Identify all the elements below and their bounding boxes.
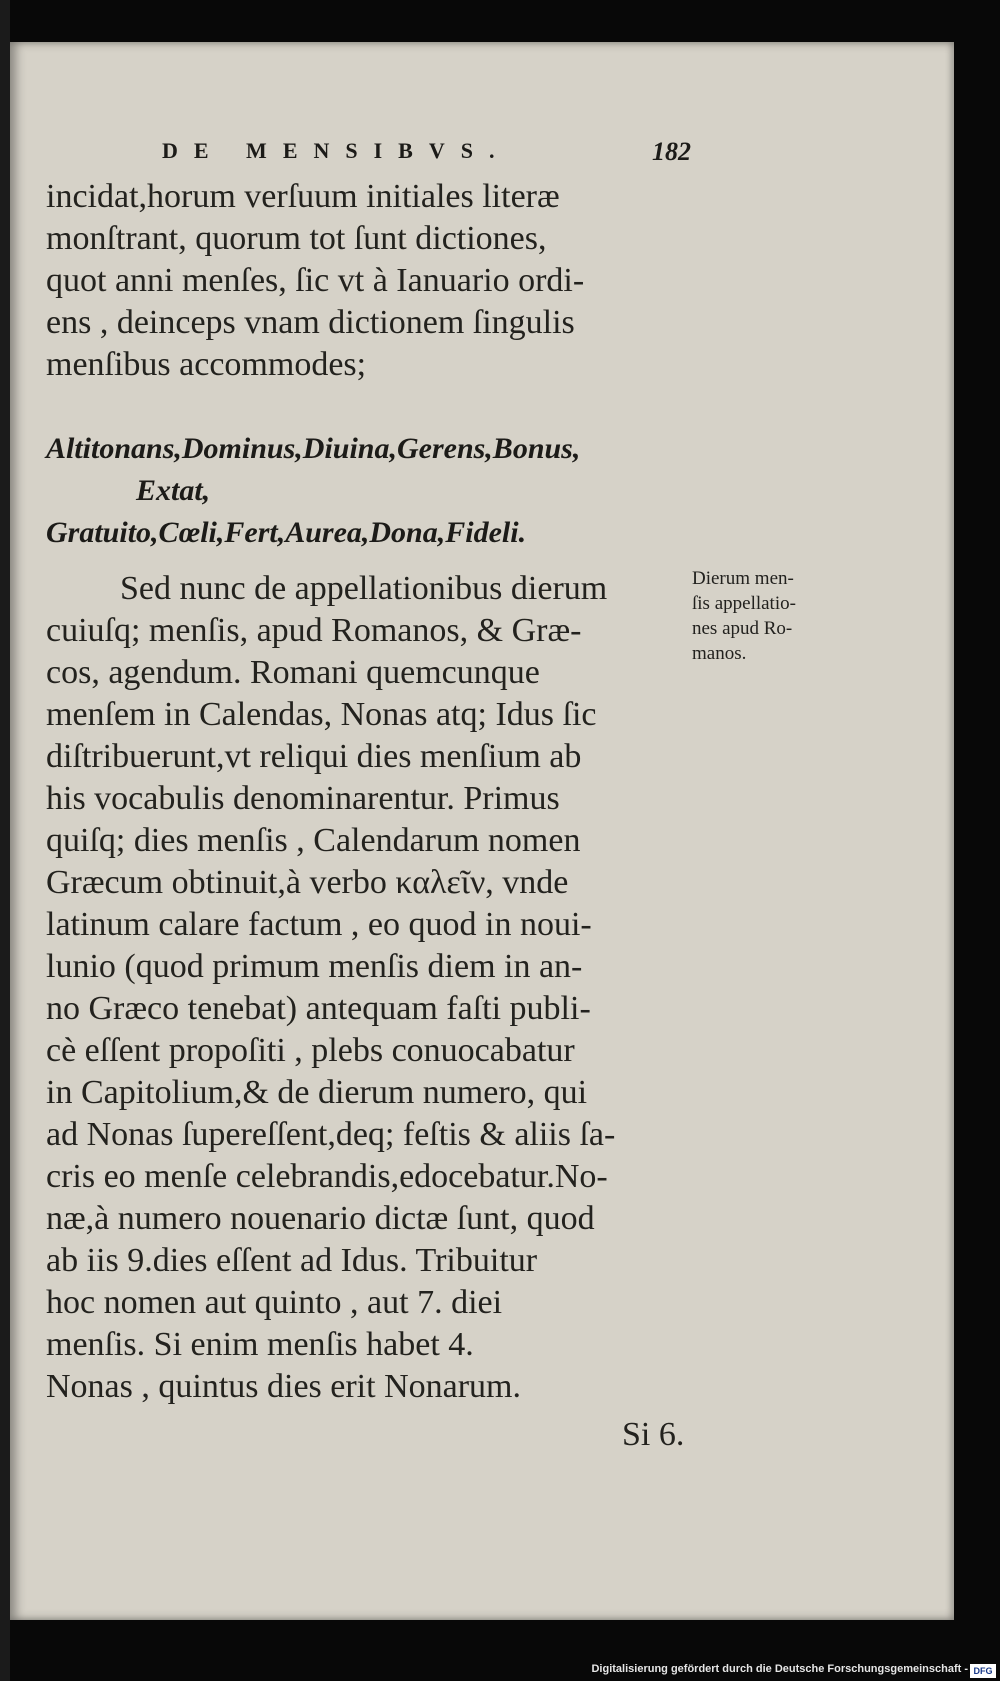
text-line: incidat,horum verſuum initiales literæ [46,178,560,215]
margin-note-line: Dierum men- [692,568,794,589]
text-line: monſtrant, quorum tot ſunt dictiones, [46,220,547,257]
text-line: menſis. Si enim menſis habet 4. [46,1326,474,1363]
text-line: cos, agendum. Romani quemcunque [46,654,540,691]
digitization-credit: Digitalisierung gefördert durch die Deutsche Forschungsgemeinschaft - [591,1663,968,1675]
text-line: cris eo menſe celebrandis,edocebatur.No- [46,1158,608,1195]
text-line: no Græco tenebat) antequam faſti publi- [46,990,591,1027]
text-line: ab iis 9.dies eſſent ad Idus. Tribuitur [46,1242,538,1279]
text-line: næ,à numero nouenario dictæ ſunt, quod [46,1200,595,1237]
margin-note-line: manos. [692,643,747,664]
catchword: Si 6. [622,1416,685,1453]
text-line: ad Nonas ſupereſſent,deq; feſtis & aliis ſa- [46,1116,616,1153]
text-line: in Capitolium,& de dierum numero, qui [46,1074,588,1111]
page-number: 182 [652,137,691,166]
text-line: ens , deinceps vnam dictionem ſingulis [46,304,575,341]
book-page [10,42,954,1620]
verse-line: Extat, [136,474,211,507]
scan-left-edge [0,0,10,1681]
verse-line: Altitonans,Dominus,Diuina,Gerens,Bonus, [46,432,581,465]
margin-note-line: ſis appellatio- [692,593,796,614]
text-line: cè eſſent propoſiti , plebs conuocabatur [46,1032,575,1069]
text-line: hoc nomen aut quinto , aut 7. diei [46,1284,503,1321]
dfg-logo: DFG [970,1664,996,1678]
text-line: quot anni menſes, ſic vt à Ianuario ordi- [46,262,585,299]
text-line: menſem in Calendas, Nonas atq; Idus ſic [46,696,597,733]
verse-line: Gratuito,Cœli,Fert,Aurea,Dona,Fideli. [46,516,527,549]
text-line: menſibus accommodes; [46,346,367,383]
running-header: DE MENSIBVS. [162,138,511,163]
text-line: latinum calare factum , eo quod in noui- [46,906,592,943]
text-line: quiſq; dies menſis , Calendarum nomen [46,822,581,859]
text-line: diſtribuerunt,vt reliqui dies menſium ab [46,738,582,775]
text-line: Nonas , quintus dies erit Nonarum. [46,1368,521,1405]
text-line: lunio (quod primum menſis diem in an- [46,948,583,985]
margin-note-line: nes apud Ro- [692,618,793,639]
text-line: Sed nunc de appellationibus dierum [120,570,608,607]
text-line: Græcum obtinuit,à verbo καλεῖν, vnde [46,864,569,901]
text-line: his vocabulis denominarentur. Primus [46,780,560,817]
text-line: cuiuſq; menſis, apud Romanos, & Græ- [46,612,582,649]
